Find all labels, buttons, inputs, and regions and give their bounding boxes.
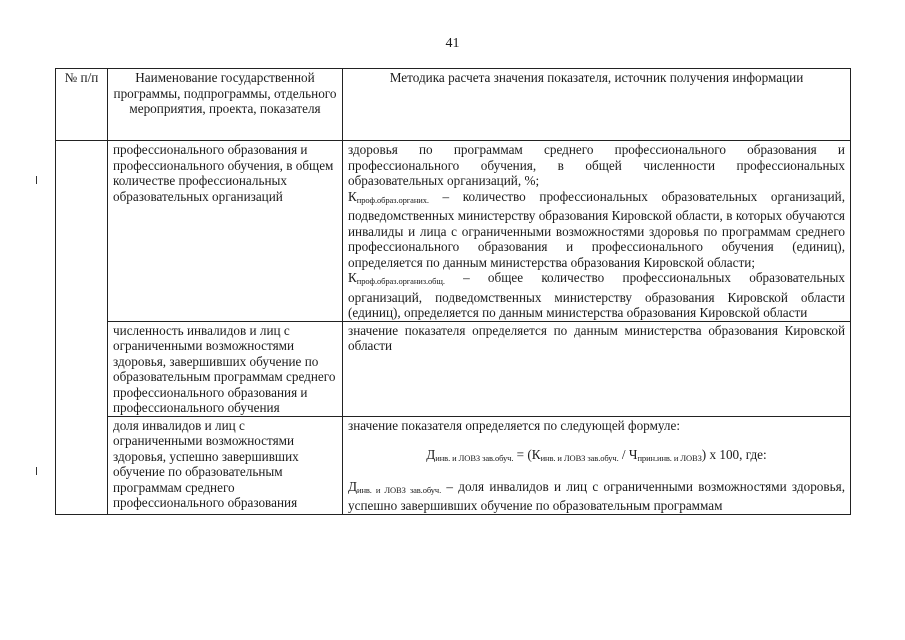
method-text: значение показателя определяется по данным министерства образования Кировской области — [348, 322, 845, 353]
row-name-cell — [108, 141, 343, 322]
row-method-cell — [343, 321, 851, 416]
row-name-cell — [108, 416, 343, 514]
symbol: Д — [348, 478, 357, 494]
method-text: значение показателя определяется по следующей формуле: — [348, 417, 681, 433]
definition-1 — [348, 189, 845, 271]
page-number: 41 — [445, 36, 460, 51]
formula-ch-subscript: прин.инв. и ЛОВЗ — [637, 453, 702, 463]
margin-mark — [36, 467, 37, 475]
row-method-cell — [343, 416, 851, 514]
method-text: здоровья по программам среднего профессионального образования и профессионального обучения, в общей численности профессиональных образовательных организаций, %; — [348, 142, 845, 188]
table-row — [56, 321, 851, 416]
formula-lhs: Д — [426, 447, 436, 462]
formula-k-subscript: инв. и ЛОВЗ зав.обуч. — [540, 453, 619, 463]
header-name: Наименование государственной программы, подпрограммы, отдельного мероприятия, проекта, показателя — [108, 69, 343, 141]
table-row — [56, 141, 851, 322]
indicator-table — [55, 68, 851, 515]
header-num: № п/п — [56, 69, 108, 141]
row-num-cell — [56, 141, 108, 515]
table-header-row — [56, 69, 851, 141]
definition-text: – количество профессиональных образовательных организаций, подведомственных министерству образования Кировской области, в которых обучаются инвалиды и лица с ограниченными возможностями здоровья по программам среднего профессионального образования и профессионального обучения (единиц), определяется по данным министерства образования Кировской области; — [348, 188, 845, 270]
row-method-cell — [343, 141, 851, 322]
definition-1 — [348, 479, 845, 514]
symbol: К — [348, 188, 357, 204]
formula — [348, 447, 845, 467]
symbol: К — [348, 270, 357, 285]
table-row — [56, 416, 851, 514]
margin-mark — [36, 176, 37, 184]
indicator-name: профессионального образования и профессионального обучения, в общем количестве профессиональных образовательных организаций — [113, 142, 334, 204]
definition-text: – общее количество профессиональных образовательных организаций, подведомственных министерству образования Кировской области (единиц), определяется по данным министерства образования Кировской области — [348, 270, 845, 320]
indicator-name: численность инвалидов и лиц с ограниченными возможностями здоровья, завершивших обучение по образовательным программам среднего профессионального образования и профессионального обучения — [113, 322, 336, 415]
header-method: Методика расчета значения показателя, источник получения информации — [343, 69, 851, 141]
symbol-subscript: проф.образ.организ.общ. — [356, 276, 445, 286]
symbol-subscript: проф.образ.органиx. — [356, 194, 429, 205]
formula-div: / Ч — [618, 447, 638, 462]
formula-tail: ) х 100, где: — [701, 447, 767, 462]
definition-text: – доля инвалидов и лиц с ограниченными возможностями здоровья, успешно завершивших обучение по образовательным программам — [348, 478, 845, 513]
row-name-cell — [108, 321, 343, 416]
formula-eq: = (К — [513, 447, 541, 462]
indicator-name: доля инвалидов и лиц с ограниченными возможностями здоровья, успешно завершивших обучение по образовательным программам среднего профессионального образования — [113, 417, 299, 510]
definition-2 — [348, 270, 845, 321]
symbol-subscript: инв. и ЛОВЗ зав.обуч. — [357, 484, 442, 495]
formula-lhs-subscript: инв. и ЛОВЗ зав.обуч. — [435, 453, 514, 463]
